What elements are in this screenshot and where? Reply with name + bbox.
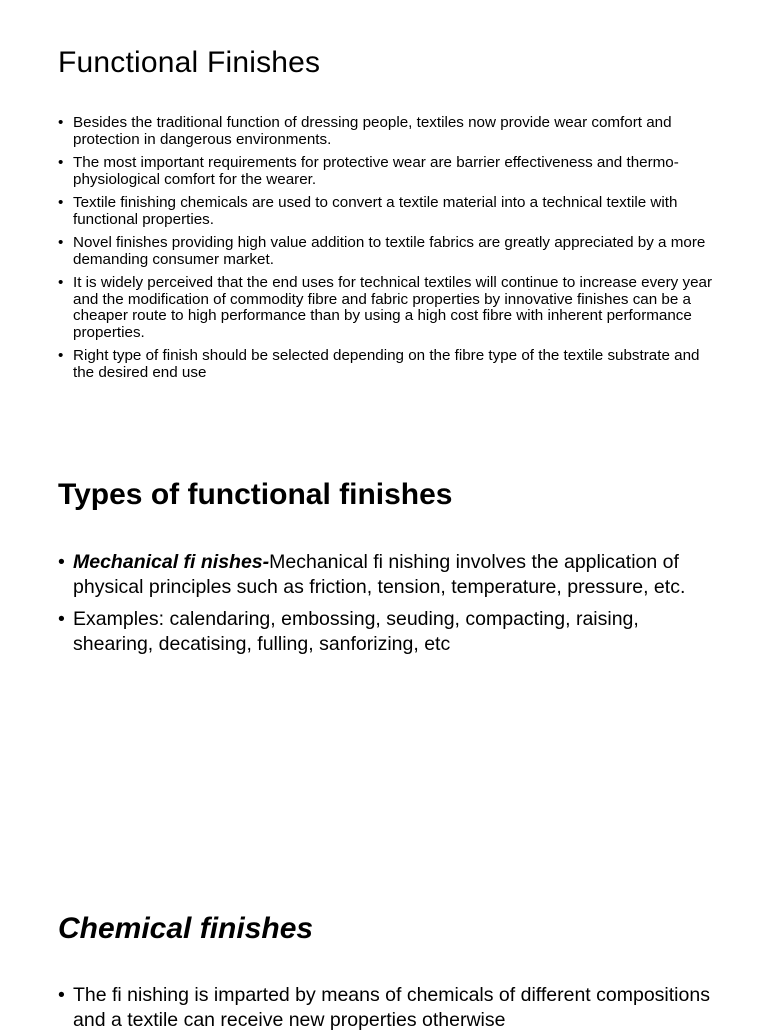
bullet-list: [58, 983, 718, 1032]
bullet-text: Besides the traditional function of dressing people, textiles now provide wear comfort and protection in dangerous environments.: [73, 114, 672, 148]
bullet-text: The fi nishing is imparted by means of chemicals of different compositions and a textile can receive new properties otherwise: [73, 984, 710, 1031]
list-item: [58, 983, 718, 1032]
bullet-marker: •: [58, 114, 64, 131]
slide-title: Functional Finishes: [58, 46, 321, 79]
bullet-marker: •: [58, 551, 65, 573]
bullet-text: Mechanical fi nishing involves the application of physical principles such as friction, tension, temperature, pressure, etc.: [73, 551, 686, 598]
slide-title: Chemical finishes: [58, 912, 314, 945]
list-item: [58, 275, 718, 341]
bullet-text: Examples: calendaring, embossing, seuding, compacting, raising, shearing, decatising, fulling, sanforizing, etc: [73, 608, 639, 655]
list-item: [58, 155, 718, 188]
bullet-list: [58, 550, 718, 664]
bullet-term: Mechanical fi nishes-: [73, 551, 270, 573]
bullet-marker: •: [58, 274, 64, 291]
bullet-text: The most important requirements for protective wear are barrier effectiveness and thermo-physiological comfort for the wearer.: [73, 154, 679, 188]
slide-title: Types of functional finishes: [58, 478, 453, 511]
bullet-marker: •: [58, 347, 64, 364]
list-item: [58, 348, 718, 381]
slide-chemical-finishes: [0, 870, 768, 1031]
bullet-text: Textile finishing chemicals are used to convert a textile material into a technical textile with functional properties.: [73, 194, 678, 228]
bullet-marker: •: [58, 984, 65, 1006]
bullet-marker: •: [58, 608, 65, 630]
bullet-marker: •: [58, 234, 64, 251]
list-item: [58, 115, 718, 148]
slide-types-of-functional-finishes: [0, 440, 768, 870]
list-item: [58, 550, 718, 599]
list-item: [58, 195, 718, 228]
bullet-text: It is widely perceived that the end uses for technical textiles will continue to increase every year and the modification of commodity fibre and fabric properties by innovative finishes can be a cheaper route to high performance than by using a high cost fibre with inherent performance properties.: [73, 274, 713, 341]
bullet-text: Novel finishes providing high value addition to textile fabrics are greatly appreciated by a more demanding consumer market.: [73, 234, 706, 268]
list-item: [58, 607, 718, 656]
list-item: [58, 235, 718, 268]
bullet-text: Right type of finish should be selected depending on the fibre type of the textile substrate and the desired end use: [73, 347, 700, 381]
bullet-list: [58, 115, 718, 388]
bullet-marker: •: [58, 154, 64, 171]
bullet-marker: •: [58, 194, 64, 211]
slide-functional-finishes: [0, 0, 768, 440]
